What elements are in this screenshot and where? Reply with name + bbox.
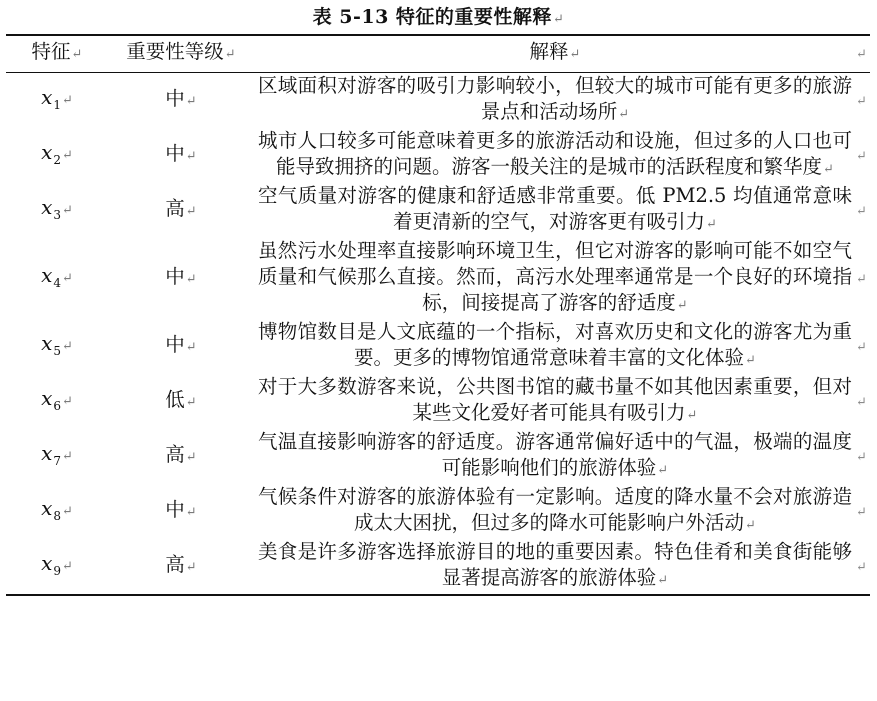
- table-caption: [0, 4, 877, 33]
- table-row-9: [6, 539, 870, 595]
- feature-index: 8: [53, 508, 61, 523]
- explanation-content: 区域面积对游客的吸引力影响较小，但较大的城市可能有更多的旅游景点和活动场所: [258, 74, 852, 123]
- feature-cell: [6, 319, 108, 374]
- cell-mark-icon: ↵: [62, 393, 73, 409]
- explanation-text: [254, 539, 856, 594]
- cell-mark-icon: ↵: [185, 94, 197, 109]
- cell-mark-icon: ↵: [62, 448, 73, 464]
- row-end-mark-icon: ↵: [856, 272, 867, 287]
- importance-level: 中: [165, 265, 185, 288]
- level-cell: [108, 128, 254, 183]
- table-row-7: [6, 429, 870, 484]
- feature-cell: [6, 539, 108, 595]
- explanation-content: 空气质量对游客的健康和舒适感非常重要。低 PM2.5 均值通常意味着更清新的空气，对游客更有吸引力: [258, 184, 852, 233]
- explanation-cell: [254, 429, 856, 484]
- feature-cell: [6, 429, 108, 484]
- feature-index: 2: [53, 152, 61, 167]
- explanation-text: [254, 128, 856, 183]
- feature-cell: [6, 484, 108, 539]
- explanation-text: [254, 429, 856, 484]
- explanation-cell: [254, 539, 856, 595]
- feature-cell: [6, 374, 108, 429]
- row-end-cell: [856, 73, 870, 129]
- importance-level: 中: [165, 142, 185, 165]
- row-end-mark-icon: ↵: [856, 560, 867, 575]
- header-explanation: [254, 35, 856, 73]
- cell-mark-icon: ↵: [62, 558, 73, 574]
- cell-mark-icon: ↵: [185, 340, 197, 355]
- feature-symbol: x: [41, 495, 53, 520]
- row-end-mark-icon: ↵: [856, 340, 867, 355]
- feature-symbol: x: [41, 385, 53, 410]
- level-cell: [108, 319, 254, 374]
- cell-mark-icon: ↵: [62, 147, 73, 163]
- cell-mark-icon: ↵: [686, 408, 698, 423]
- table-row-5: [6, 319, 870, 374]
- explanation-content: 对于大多数游客来说，公共图书馆的藏书量不如其他因素重要，但对某些文化爱好者可能具有吸引力: [258, 375, 852, 424]
- header-level-label: 重要性等级: [126, 40, 224, 63]
- cell-mark-icon: ↵: [185, 204, 197, 219]
- cell-mark-icon: ↵: [185, 395, 197, 410]
- explanation-cell: [254, 374, 856, 429]
- feature-symbol: x: [41, 139, 53, 164]
- explanation-text: [254, 238, 856, 319]
- cell-mark-icon: ↵: [62, 202, 73, 218]
- table-row-6: [6, 374, 870, 429]
- feature-index: 9: [53, 563, 61, 578]
- table-row-3: [6, 183, 870, 238]
- level-cell: [108, 484, 254, 539]
- level-cell: [108, 238, 254, 319]
- header-row-end: [856, 35, 870, 73]
- cell-mark-icon: ↵: [706, 217, 717, 232]
- cell-mark-icon: ↵: [657, 463, 669, 478]
- cell-mark-icon: ↵: [745, 353, 756, 368]
- table-body: [6, 73, 870, 596]
- explanation-text: [254, 484, 856, 539]
- cell-mark-icon: ↵: [185, 272, 197, 287]
- feature-symbol: x: [41, 550, 53, 575]
- table-row-2: [6, 128, 870, 183]
- header-explanation-label: 解释: [529, 40, 569, 63]
- cell-mark-icon: ↵: [569, 47, 581, 62]
- cell-mark-icon: ↵: [62, 92, 73, 108]
- header-feature: [6, 35, 108, 73]
- importance-level: 高: [165, 443, 185, 466]
- feature-index: 3: [53, 207, 61, 222]
- level-cell: [108, 429, 254, 484]
- row-end-cell: [856, 484, 870, 539]
- importance-level: 高: [165, 553, 185, 576]
- explanation-content: 城市人口较多可能意味着更多的旅游活动和设施，但过多的人口也可能导致拥挤的问题。游客一般关注的是城市的活跃程度和繁华度: [258, 129, 852, 178]
- cell-mark-icon: ↵: [745, 518, 756, 533]
- cell-mark-icon: ↵: [62, 338, 73, 354]
- feature-cell: [6, 238, 108, 319]
- feature-cell: [6, 183, 108, 238]
- table-header-row: [6, 35, 870, 73]
- explanation-content: 气温直接影响游客的舒适度。游客通常偏好适中的气温，极端的温度可能影响他们的旅游体验: [258, 430, 852, 479]
- table-row-1: [6, 73, 870, 129]
- row-end-mark-icon: ↵: [856, 450, 867, 465]
- cell-mark-icon: ↵: [185, 505, 197, 520]
- row-end-mark-icon: ↵: [856, 204, 867, 219]
- cell-mark-icon: ↵: [618, 107, 630, 122]
- feature-symbol: x: [41, 262, 53, 287]
- row-end-cell: [856, 319, 870, 374]
- explanation-cell: [254, 484, 856, 539]
- header-level: [108, 35, 254, 73]
- explanation-content: 美食是许多游客选择旅游目的地的重要因素。特色佳肴和美食街能够显著提高游客的旅游体验: [258, 540, 852, 589]
- explanation-text: [254, 319, 856, 374]
- row-end-cell: [856, 374, 870, 429]
- explanation-text: [254, 183, 856, 238]
- feature-cell: [6, 128, 108, 183]
- feature-symbol: x: [41, 330, 53, 355]
- explanation-text: [254, 73, 856, 128]
- cell-mark-icon: ↵: [657, 573, 669, 588]
- cell-mark-icon: ↵: [185, 149, 197, 164]
- feature-importance-table: [6, 34, 870, 596]
- row-end-cell: [856, 238, 870, 319]
- row-end-mark-icon: ↵: [856, 505, 867, 520]
- feature-index: 7: [53, 453, 61, 468]
- row-end-mark-icon: ↵: [856, 149, 867, 164]
- table-header: [6, 35, 870, 73]
- explanation-cell: [254, 73, 856, 129]
- feature-index: 6: [53, 398, 61, 413]
- feature-index: 1: [53, 97, 61, 112]
- level-cell: [108, 374, 254, 429]
- cell-mark-icon: ↵: [185, 560, 197, 575]
- row-end-cell: [856, 539, 870, 595]
- row-end-cell: [856, 429, 870, 484]
- table-caption-text: 表 5-13 特征的重要性解释: [312, 6, 552, 28]
- feature-index: 5: [53, 343, 61, 358]
- row-end-mark-icon: ↵: [856, 47, 867, 62]
- level-cell: [108, 539, 254, 595]
- explanation-cell: [254, 128, 856, 183]
- row-end-cell: [856, 183, 870, 238]
- explanation-cell: [254, 183, 856, 238]
- feature-cell: [6, 73, 108, 129]
- paragraph-mark-icon: ↵: [552, 12, 565, 27]
- cell-mark-icon: ↵: [823, 162, 834, 177]
- header-feature-label: 特征: [31, 40, 71, 63]
- level-cell: [108, 73, 254, 129]
- importance-level: 中: [165, 333, 185, 356]
- explanation-text: [254, 374, 856, 429]
- cell-mark-icon: ↵: [71, 47, 83, 62]
- feature-symbol: x: [41, 194, 53, 219]
- cell-mark-icon: ↵: [224, 47, 236, 62]
- explanation-content: 虽然污水处理率直接影响环境卫生，但它对游客的影响可能不如空气质量和气候那么直接。然而，高污水处理率通常是一个良好的环境指标，间接提高了游客的舒适度: [258, 239, 852, 314]
- explanation-cell: [254, 238, 856, 319]
- importance-level: 高: [165, 197, 185, 220]
- importance-level: 中: [165, 87, 185, 110]
- feature-symbol: x: [41, 84, 53, 109]
- explanation-content: 博物馆数目是人文底蕴的一个指标，对喜欢历史和文化的游客尤为重要。更多的博物馆通常意味着丰富的文化体验: [258, 320, 852, 369]
- row-end-mark-icon: ↵: [856, 94, 867, 109]
- cell-mark-icon: ↵: [676, 298, 688, 313]
- explanation-cell: [254, 319, 856, 374]
- feature-symbol: x: [41, 440, 53, 465]
- row-end-mark-icon: ↵: [856, 395, 867, 410]
- feature-index: 4: [53, 275, 61, 290]
- table-row-8: [6, 484, 870, 539]
- level-cell: [108, 183, 254, 238]
- table-row-4: [6, 238, 870, 319]
- importance-level: 中: [165, 498, 185, 521]
- importance-level: 低: [165, 388, 185, 411]
- row-end-cell: [856, 128, 870, 183]
- cell-mark-icon: ↵: [62, 503, 73, 519]
- cell-mark-icon: ↵: [185, 450, 197, 465]
- cell-mark-icon: ↵: [62, 270, 73, 286]
- explanation-content: 气候条件对游客的旅游体验有一定影响。适度的降水量不会对旅游造成太大困扰，但过多的降水可能影响户外活动: [258, 485, 852, 534]
